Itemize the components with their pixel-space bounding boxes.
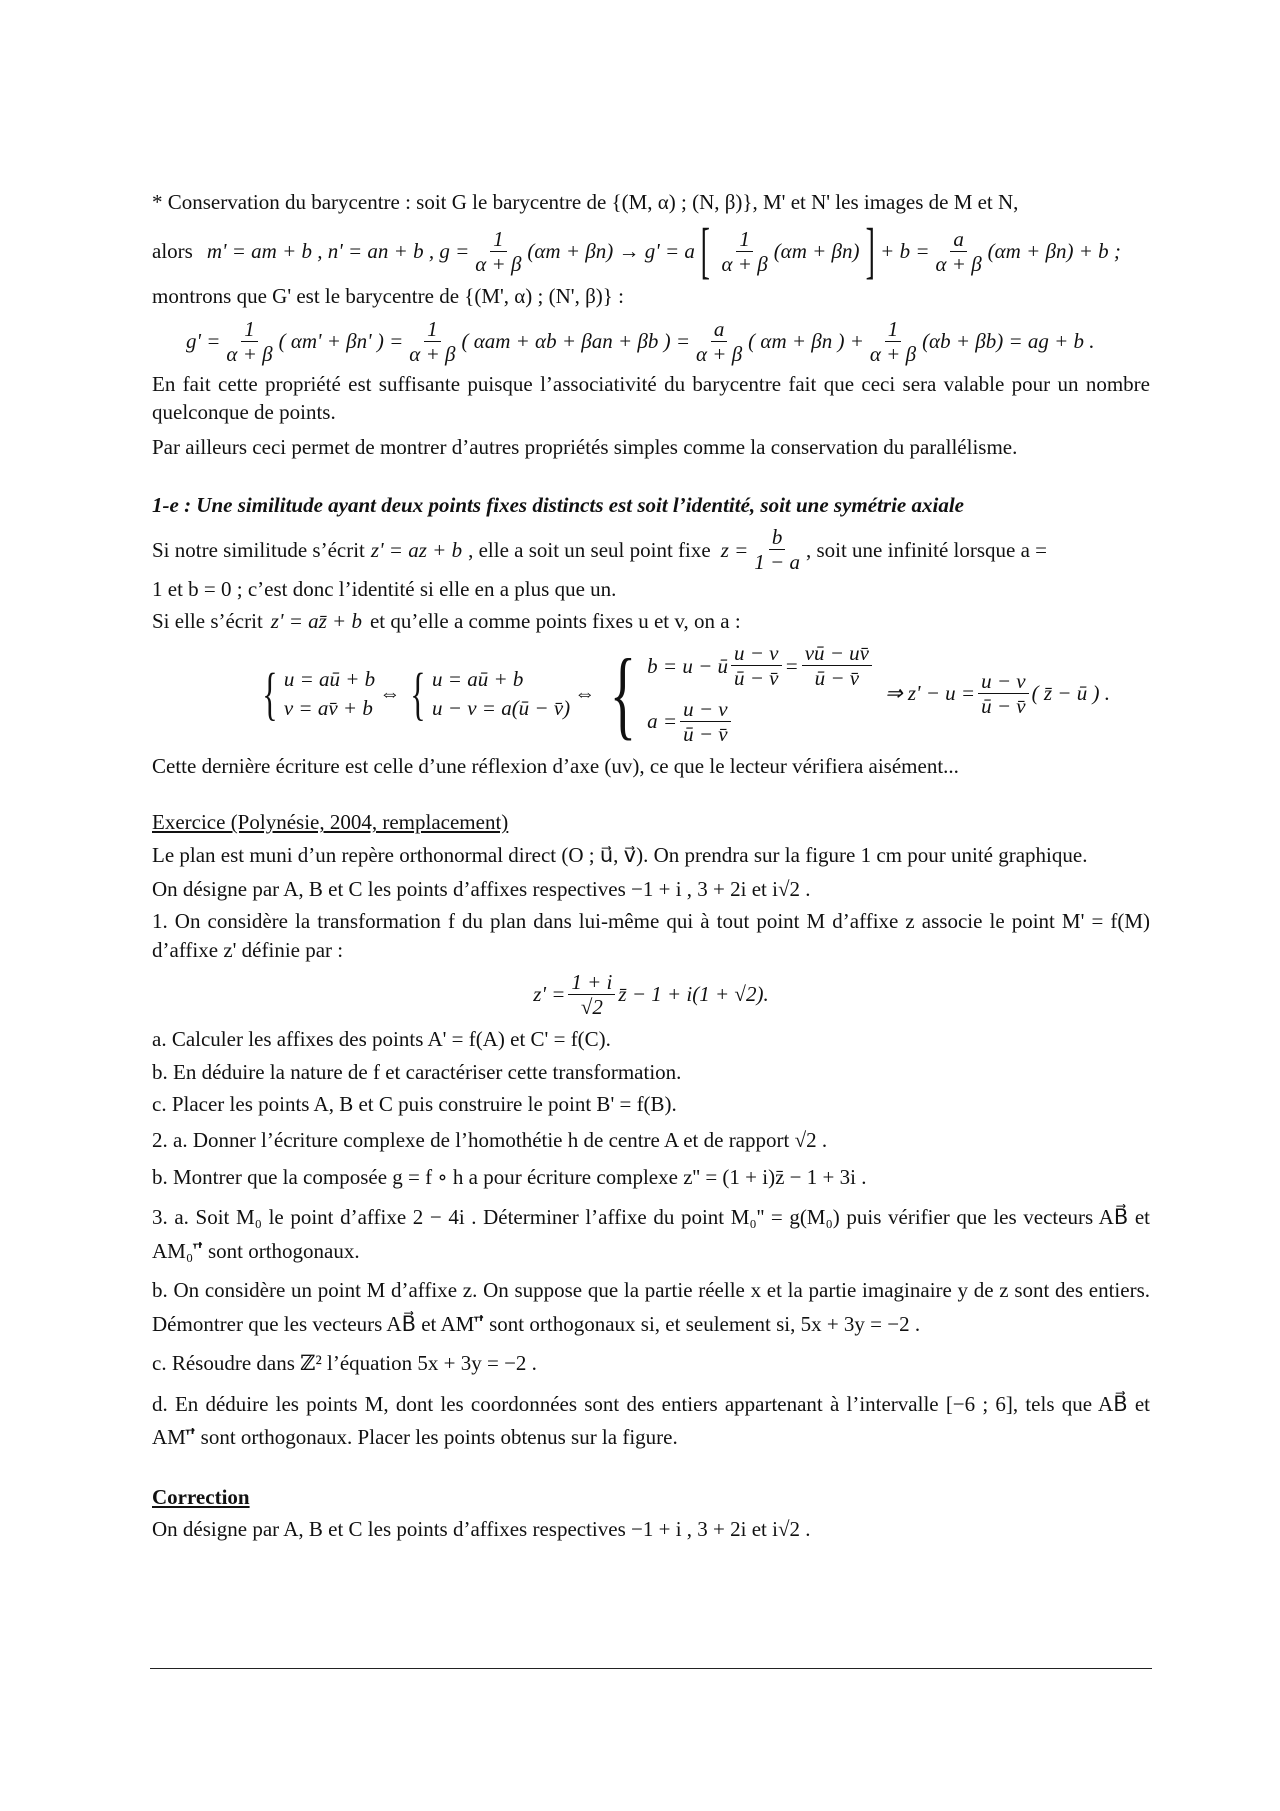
g-prime-b: ( αm' + βn' ) =: [278, 329, 404, 354]
line3a-text: Si elle s’écrit: [152, 608, 263, 633]
barycentre-show-line: montrons que G' est le barycentre de {(M', α) ; (N', β)} :: [152, 284, 624, 309]
exercise-q3c: c. Résoudre dans ℤ² l’équation 5x + 3y = −2 .: [152, 1351, 537, 1376]
line1a-text: Si notre similitude s’écrit: [152, 537, 365, 562]
q1-rest: z̄ − 1 + i(1 + √2).: [618, 982, 769, 1007]
bottom-rule: [150, 1668, 1152, 1669]
exercise-q2b: b. Montrer que la composée g = f ∘ h a pour écriture complexe z'' = (1 + i)z̄ − 1 + 3i .: [152, 1164, 867, 1189]
frac-1i-over-sqrt2: $\frac{1 + i}{√2}$: [568, 970, 615, 1019]
frac-g1: $\frac{1}{\alpha + \beta}$: [226, 316, 273, 366]
q1-formula: [152, 970, 1150, 1019]
right-bracket: ]: [865, 217, 875, 286]
equiv-1: ⇔: [379, 681, 401, 706]
frac-a-over-ab: $\frac{a}{\alpha + \beta}$: [935, 226, 982, 276]
exercise-q3b: b. On considère un point M d’affixe z. On suppose que la partie réelle x et la partie imaginaire y de z sont des entiers. Démontrer que les vecteurs AB⃗ et AM''⃗ sont orthogonaux si, et seulement si, 5x + 3y = −2 .: [152, 1278, 1150, 1336]
exercise-q1b: b. En déduire la nature de f et caractériser cette transformation.: [152, 1059, 682, 1084]
frac-1-over-ab-2: $\frac{1}{\alpha + \beta}$: [721, 226, 768, 276]
line3b-text: et qu’elle a comme points fixes u et v, on a :: [369, 608, 741, 633]
equiv-2: ⇔: [574, 681, 596, 706]
section-1e-conclusion: Cette dernière écriture est celle d’une réflexion d’axe (uv), ce que le lecteur vérifiera aisément...: [152, 753, 959, 778]
system-3: { b = u − ū $\frac{u - v}{ū - v̄}$ = $\frac{vū - uv̄}{ū - v̄}$ a = $\frac{u - v}{ū - v̄}$: [599, 641, 875, 746]
section-1e-heading: 1-e : Une similitude ayant deux points fixes distincts est soit l’identité, soit une symétrie axiale: [152, 493, 964, 517]
exercise-q3a: 3. a. Soit M₀ le point d’affixe 2 − 4i . Déterminer l’affixe du point M₀'' = g(M₀) puis vérifier que les vecteurs AB⃗ et AM₀''⃗ sont orthogonaux.: [152, 1204, 1150, 1263]
g-prime-d: ( αm + βn ) +: [748, 329, 864, 354]
alors-math-e: (αm + βn) + b ;: [987, 239, 1121, 264]
alors-math-b: (αm + βn) → g' = a: [527, 239, 695, 264]
line1-z: z =: [720, 537, 749, 562]
exercise-q3d: d. En déduire les points M, dont les coordonnées sont des entiers appartenant à l’intervalle [−6 ; 6], tels que AB⃗ et AM''⃗ sont orthogonaux. Placer les points obtenus sur la figure.: [152, 1391, 1150, 1450]
exercise-intro2: On désigne par A, B et C les points d’affixes respectives −1 + i , 3 + 2i et i√2 .: [152, 876, 811, 901]
systems-row: [256, 637, 1150, 749]
frac-g3: $\frac{a}{\alpha + \beta}$: [696, 316, 743, 366]
g-prime-a: g' =: [186, 329, 221, 354]
barycentre-line1: * Conservation du barycentre : soit G le barycentre de {(M, α) ; (N, β)}, M' et N' les images de M et N,: [152, 190, 1019, 214]
q1-z: z' =: [533, 982, 566, 1007]
g-prime-formula-row: [186, 317, 1150, 366]
g-prime-e: (αb + βb) = ag + b .: [922, 329, 1095, 354]
alors-math-c: (αm + βn): [773, 239, 860, 264]
exercise-q2a: 2. a. Donner l’écriture complexe de l’homothétie h de centre A et de rapport √2 .: [152, 1128, 828, 1153]
correction-line: On désigne par A, B et C les points d’affixes respectives −1 + i , 3 + 2i et i√2 .: [152, 1517, 811, 1542]
system-1: { u = aū + b v = av̄ + b: [262, 660, 376, 726]
line1c-text: , soit une infinité lorsque a =: [805, 537, 1048, 562]
frac-b-over-1-a: $\frac{b}{1 - a}$: [754, 525, 800, 575]
barycentre-formula-row: [152, 217, 1150, 286]
frac-g4: $\frac{1}{\alpha + \beta}$: [869, 316, 917, 366]
barycentre-para1: En fait cette propriété est suffisante puisque l’associativité du barycentre fait que ceci sera valable pour un nombre quelconque de points.: [152, 371, 1150, 425]
exercise-intro1: Le plan est muni d’un repère orthonormal direct (O ; u⃗, v⃗). On prendra sur la figure 1 cm pour unité graphique.: [152, 842, 1088, 867]
frac-final: $\frac{u - v}{ū - v̄}$: [978, 669, 1029, 718]
g-prime-c: ( αam + αb + βan + βb ) =: [461, 329, 691, 354]
barycentre-para2: Par ailleurs ceci permet de montrer d’autres propriétés simples comme la conservation du parallélisme.: [152, 434, 1018, 459]
section-1e-line2: 1 et b = 0 ; c’est donc l’identité si elle en a plus que un.: [152, 576, 617, 601]
system-2: { u = aū + b u − v = a(ū − v̄): [410, 660, 571, 726]
line1-math: z' = az + b: [370, 537, 463, 562]
alors-math-d: + b =: [880, 239, 930, 264]
exercise-q1: 1. On considère la transformation f du plan dans lui-même qui à tout point M d’affixe z associe le point M' = f(M) d’affixe z' définie par :: [152, 909, 1150, 962]
final-expression: ( z̄ − ū ) .: [1031, 681, 1110, 706]
line3-math: z' = az̄ + b: [270, 608, 362, 633]
section-1e-line3: [152, 607, 1150, 635]
frac-1-over-ab: $\frac{1}{\alpha + \beta}$: [475, 226, 522, 276]
document-page: [152, 188, 1150, 1544]
exercise-title: Exercice (Polynésie, 2004, remplacement): [152, 810, 509, 835]
section-1e-line1: [152, 525, 1150, 574]
correction-title: Correction: [152, 1484, 250, 1509]
line1b-text: , elle a soit un seul point fixe: [468, 537, 711, 562]
alors-label: alors: [152, 239, 193, 264]
left-bracket: [: [700, 217, 710, 286]
exercise-q1c: c. Placer les points A, B et C puis construire le point B' = f(B).: [152, 1091, 677, 1116]
alors-math-a: m' = am + b , n' = an + b , g =: [206, 239, 470, 264]
frac-g2: $\frac{1}{\alpha + \beta}$: [409, 316, 456, 366]
exercise-q1a: a. Calculer les affixes des points A' = f(A) et C' = f(C).: [152, 1027, 611, 1052]
implies: ⇒ z' − u =: [885, 681, 976, 706]
